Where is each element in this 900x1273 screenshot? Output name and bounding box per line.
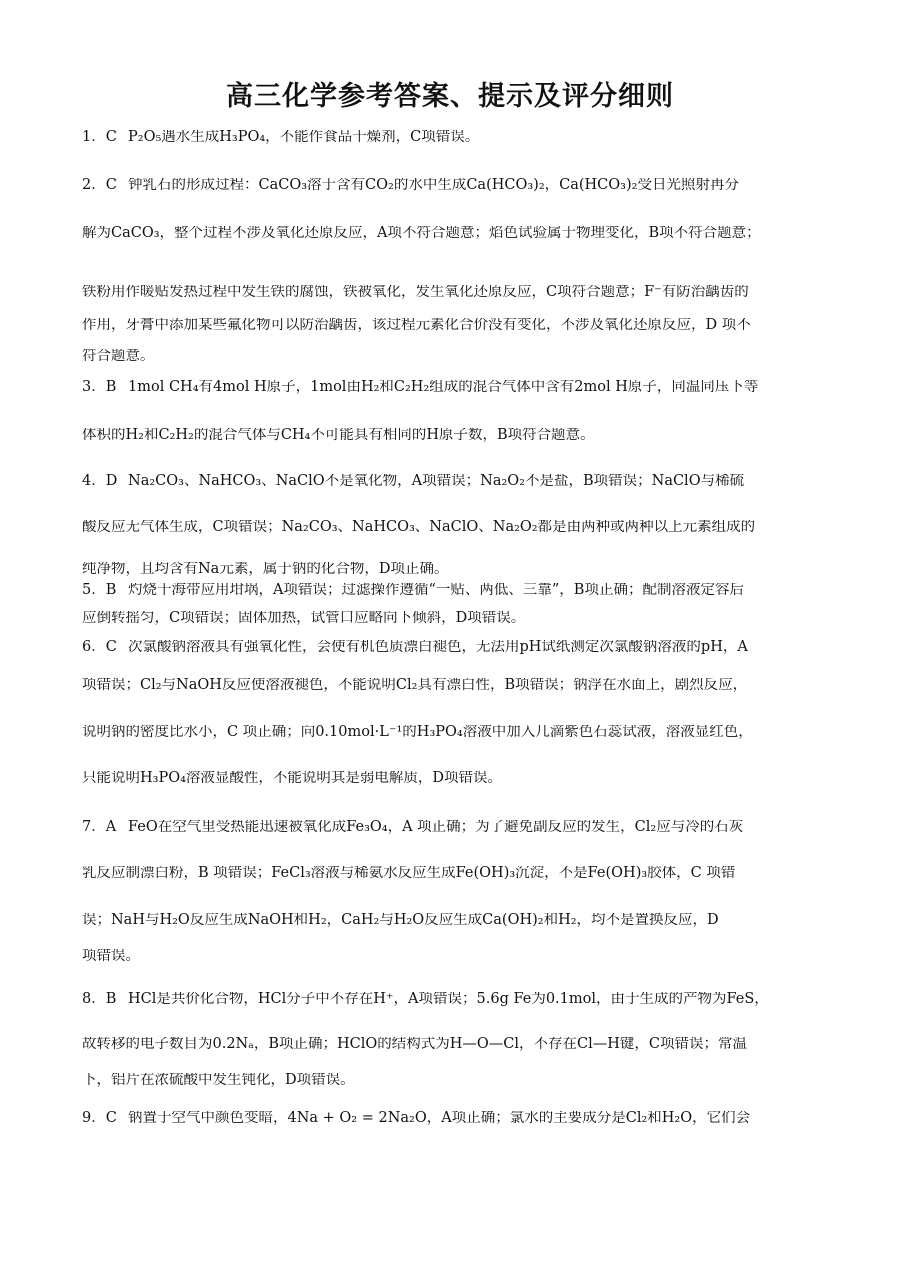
question-number: 3．B [82,380,117,395]
answer-line [82,678,822,725]
answer-line [82,1073,822,1095]
answer-text: 铁粉用作暖贴发热过程中发生铁的腐蚀，铁被氧化，发生氧化还原反应，C项符合题意；F⁻有防治龋齿的 [82,285,749,300]
answer-line [82,226,822,285]
answer-text: 应倒转摇匀，C项错误；固体加热，试管口应略向下倾斜，D项错误。 [82,611,526,626]
answer-line [82,474,822,520]
answer-text: 酸反应无气体生成，C项错误；Na₂CO₃、NaHCO₃、NaClO、Na₂O₂都是由两种或两种以上元素组成的 [82,520,756,535]
page-title: 高三化学参考答案、提示及评分细则 [226,81,674,112]
answer-4 [82,474,822,584]
answer-line [82,640,822,678]
answer-text: 下，铝片在浓硫酸中发生钝化，D项错误。 [82,1073,355,1088]
answer-line [82,866,822,913]
answer-line [82,318,822,349]
answer-text: 钟乳石的形成过程：CaCO₃溶于含有CO₂的水中生成Ca(HCO₃)₂，Ca(HCO₃)₂受日光照射再分 [128,178,739,193]
answer-text: 解为CaCO₃，整个过程不涉及氧化还原反应，A项不符合题意；焰色试验属于物理变化，B项不符合题意； [82,226,761,241]
answer-8 [82,992,822,1095]
answer-text: 纯净物，且均含有Na元素，属于钠的化合物，D项正确。 [82,562,449,577]
answer-1 [82,130,822,152]
answer-line [82,520,822,562]
question-number: 1．C [82,130,117,145]
answer-line [82,949,822,971]
answer-text: 灼烧干海带应用坩埚，A项错误；过滤操作遵循“一贴、两低、三靠”，B项正确；配制溶液定容后 [128,583,744,598]
answer-5 [82,583,822,633]
answer-text: 符合题意。 [82,349,155,364]
answer-9 [82,1111,822,1133]
answer-text: 项错误；Cl₂与NaOH反应使溶液褪色，不能说明Cl₂具有漂白性，B项错误；钠浮在水面上，剧烈反应， [82,678,748,693]
answer-line [82,611,822,633]
answer-line [82,380,822,428]
answer-line [82,992,822,1037]
answer-text: 次氯酸钠溶液具有强氧化性，会使有机色质漂白褪色，无法用pH试纸测定次氯酸钠溶液的pH，A [128,640,748,655]
question-number: 8．B [82,992,117,1007]
answer-line [82,913,822,949]
answer-text: 项错误。 [82,949,140,964]
answer-text: 乳反应制漂白粉，B 项错误；FeCl₃溶液与稀氨水反应生成Fe(OH)₃沉淀，不是Fe(OH)₃胶体，C 项错 [82,866,736,881]
question-number: 2．C [82,178,117,193]
answer-text: HCl是共价化合物，HCl分子中不存在H⁺，A项错误；5.6g Fe为0.1mol，由于生成的产物为FeS， [128,992,769,1007]
answer-line [82,820,822,866]
answer-line [82,130,822,152]
question-number: 4．D [82,474,118,489]
answer-6 [82,640,822,793]
answer-line [82,428,822,450]
question-number: 9．C [82,1111,117,1126]
answer-line [82,285,822,318]
answer-text: 1mol CH₄有4mol H原子，1mol由H₂和C₂H₂组成的混合气体中含有2mol H原子，同温同压下等 [128,380,759,395]
answer-text: 钠置于空气中颜色变暗，4Na + O₂ = 2Na₂O，A项正确；氯水的主要成分是Cl₂和H₂O，它们会 [128,1111,751,1126]
answer-line [82,771,822,793]
answer-line [82,1037,822,1073]
answer-line [82,562,822,584]
answer-line [82,583,822,611]
answer-text: 体积的H₂和C₂H₂的混合气体与CH₄不可能具有相同的H原子数，B项符合题意。 [82,428,595,443]
answer-text: P₂O₅遇水生成H₃PO₄，不能作食品干燥剂，C项错误。 [128,130,480,145]
answer-line [82,349,822,371]
answer-text: FeO在空气里受热能迅速被氧化成Fe₃O₄，A 项正确；为了避免副反应的发生，Cl₂应与冷的石灰 [128,820,744,835]
answer-text: 只能说明H₃PO₄溶液显酸性，不能说明其是弱电解质，D项错误。 [82,771,503,786]
answer-text: Na₂CO₃、NaHCO₃、NaClO不是氧化物，A项错误；Na₂O₂不是盐，B项错误；NaClO与稀硫 [128,474,745,489]
answer-line [82,1111,822,1133]
answer-2 [82,178,822,371]
answer-text: 说明钠的密度比水小，C 项正确；向0.10mol·L⁻¹的H₃PO₄溶液中加入几滴紫色石蕊试液，溶液显红色， [82,725,753,740]
answer-line [82,178,822,226]
question-number: 5．B [82,583,117,598]
answer-text: 作用，牙膏中添加某些氟化物可以防治龋齿，该过程元素化合价没有变化，不涉及氧化还原反应，D 项不 [82,318,751,333]
answer-text: 故转移的电子数目为0.2Nₐ，B项正确；HClO的结构式为H—O—Cl，不存在Cl—H键，C项错误；常温 [82,1037,747,1052]
answer-3 [82,380,822,450]
answer-line [82,725,822,771]
answer-text: 误；NaH与H₂O反应生成NaOH和H₂，CaH₂与H₂O反应生成Ca(OH)₂和H₂，均不是置换反应，D [82,913,719,928]
question-number: 7．A [82,820,117,835]
question-number: 6．C [82,640,117,655]
answer-7 [82,820,822,971]
